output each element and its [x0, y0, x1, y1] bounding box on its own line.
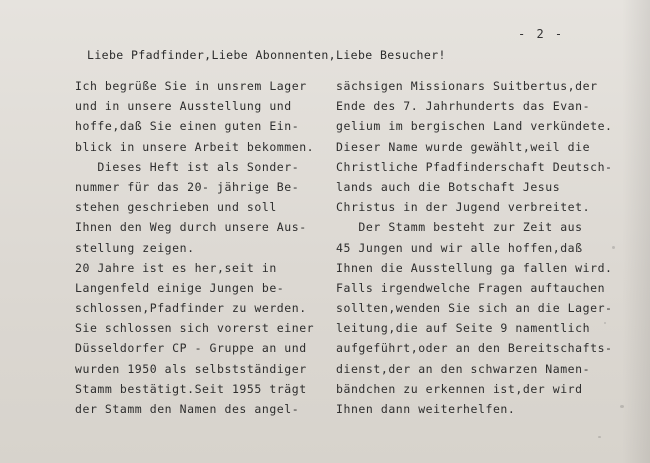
- text-line: 20 Jahre ist es her,seit in: [75, 260, 277, 275]
- text-line: stehen geschrieben und soll: [75, 200, 277, 215]
- text-line: sächsigen Missionars Suitbertus,der: [336, 79, 598, 93]
- text-line: 45 Jungen und wir alle hoffen,daß: [336, 240, 583, 255]
- ink-speck: [598, 436, 601, 438]
- text-line: dienst,der an den schwarzen Namen-: [336, 361, 591, 376]
- text-line: Dieser Name wurde gewählt,weil die: [336, 139, 591, 154]
- text-line: Dieses Heft ist als Sonder-: [75, 159, 300, 174]
- ink-speck: [612, 246, 615, 249]
- text-line: Ende des 7. Jahrhunderts das Evan-: [336, 99, 591, 114]
- text-line: Ich begrüße Sie in unsrem Lager: [75, 79, 307, 93]
- text-line: Düsseldorfer CP - Gruppe an und: [75, 341, 307, 356]
- text-line: blick in unsere Arbeit bekommen.: [75, 139, 315, 154]
- text-line: sollten,wenden Sie sich an die Lager-: [336, 301, 613, 316]
- text-line: Ihnen die Ausstellung ga fallen wird.: [336, 260, 613, 275]
- text-line: leitung,die auf Seite 9 namentlich: [336, 321, 591, 336]
- text-line: bändchen zu erkennen ist,der wird: [336, 381, 583, 396]
- text-line: Ihnen dann weiterhelfen.: [336, 402, 516, 416]
- text-line: Christus in der Jugend verbreitet.: [336, 200, 591, 215]
- text-line: Falls irgendwelche Fragen auftauchen: [336, 280, 606, 295]
- text-line: der Stamm den Namen des angel-: [75, 402, 300, 416]
- ink-speck: [620, 405, 624, 408]
- text-line: Der Stamm besteht zur Zeit aus: [336, 220, 583, 235]
- text-line: wurden 1950 als selbstständiger: [75, 361, 307, 376]
- text-line: aufgeführt,oder an den Bereitschafts-: [336, 341, 613, 356]
- left-text-column: [75, 76, 315, 419]
- text-line: hoffe,daß Sie einen guten Ein-: [75, 119, 300, 134]
- right-text-column: [336, 76, 613, 419]
- page-number: - 2 -: [518, 27, 565, 41]
- text-line: stellung zeigen.: [75, 240, 195, 255]
- text-line: Sie schlossen sich vorerst einer: [75, 321, 315, 336]
- text-line: gelium im bergischen Land verkündete.: [336, 119, 613, 134]
- salutation-heading: Liebe Pfadfinder,Liebe Abonnenten,Liebe Besucher!: [87, 48, 446, 62]
- page-edge-shadow: [622, 0, 650, 463]
- text-line: Stamm bestätigt.Seit 1955 trägt: [75, 381, 307, 396]
- text-line: schlossen,Pfadfinder zu werden.: [75, 301, 307, 316]
- text-line: und in unsere Ausstellung und: [75, 99, 292, 114]
- text-line: Ihnen den Weg durch unsere Aus-: [75, 220, 307, 235]
- text-line: lands auch die Botschaft Jesus: [336, 179, 561, 194]
- text-line: Christliche Pfadfinderschaft Deutsch-: [336, 159, 613, 174]
- text-line: nummer für das 20- jährige Be-: [75, 179, 300, 194]
- text-line: Langenfeld einige Jungen be-: [75, 280, 285, 295]
- ink-speck: [604, 322, 606, 324]
